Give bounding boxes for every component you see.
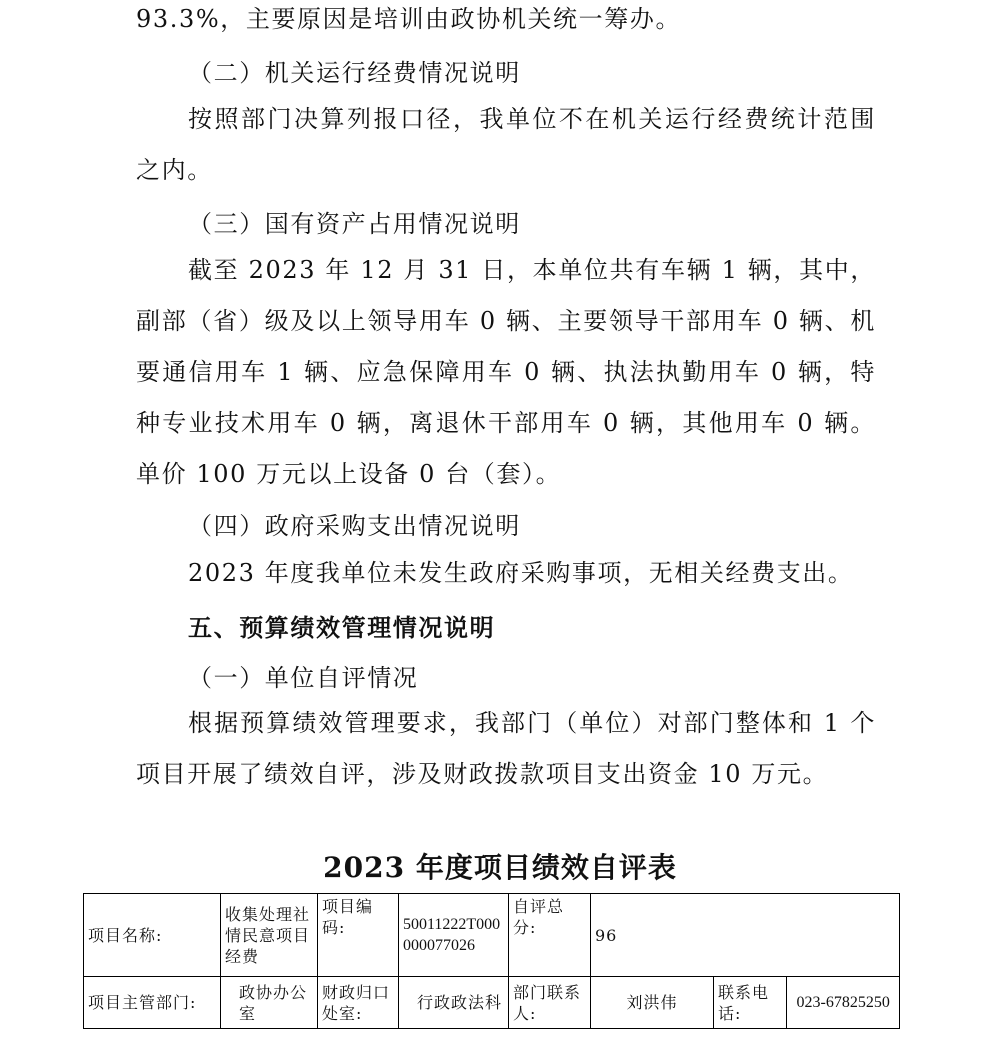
value-project-name: 收集处理社情民意项目经费 (221, 894, 318, 977)
label-self-score: 自评总分: (509, 894, 591, 977)
label-phone: 联系电话: (713, 977, 786, 1029)
heading-state-assets: （三）国有资产占用情况说明 (188, 210, 521, 238)
table-row (84, 894, 900, 977)
label-managing-dept: 项目主管部门: (84, 977, 221, 1029)
table-row (84, 977, 900, 1029)
paragraph-self-evaluation: 根据预算绩效管理要求，我部门（单位）对部门整体和 1 个项目开展了绩效自评，涉及财政拨款项目支出资金 10 万元。 (136, 709, 876, 788)
paragraph-operating-costs: 按照部门决算列报口径，我单位不在机关运行经费统计范围之内。 (136, 105, 876, 184)
paragraph-procurement: 2023 年度我单位未发生政府采购事项，无相关经费支出。 (188, 559, 854, 587)
heading-self-evaluation: （一）单位自评情况 (188, 664, 419, 692)
paragraph-training: 93.3%，主要原因是培训由政协机关统一筹办。 (136, 5, 682, 33)
paragraph-state-assets: 截至 2023 年 12 月 31 日，本单位共有车辆 1 辆，其中，副部（省）级及以上领导用车 0 辆、主要领导干部用车 0 辆、机要通信用车 1 辆、应急保障用车 0 辆、执法执勤用车 0 辆，特种专业技术用车 0 辆，离退休干部用车 0 辆，其他用车 0 辆。单价 100 万元以上设备 0 台（套）。 (136, 256, 876, 488)
value-self-score: 96 (591, 894, 900, 977)
value-finance-office: 行政政法科 (399, 977, 509, 1029)
label-project-code: 项目编码: (318, 894, 399, 977)
value-phone: 023-67825250 (787, 977, 900, 1029)
label-project-name: 项目名称: (84, 894, 221, 977)
label-dept-contact: 部门联系人: (509, 977, 591, 1029)
table-title: 2023 年度项目绩效自评表 (323, 851, 677, 884)
evaluation-table (83, 893, 900, 1029)
value-dept-contact: 刘洪伟 (591, 977, 714, 1029)
value-managing-dept: 政协办公室 (221, 977, 318, 1029)
label-finance-office: 财政归口处室: (318, 977, 399, 1029)
heading-operating-costs: （二）机关运行经费情况说明 (188, 59, 521, 87)
heading-section-five: 五、预算绩效管理情况说明 (188, 613, 496, 642)
heading-procurement: （四）政府采购支出情况说明 (188, 512, 521, 540)
value-project-code: 50011222T000000077026 (399, 894, 509, 977)
